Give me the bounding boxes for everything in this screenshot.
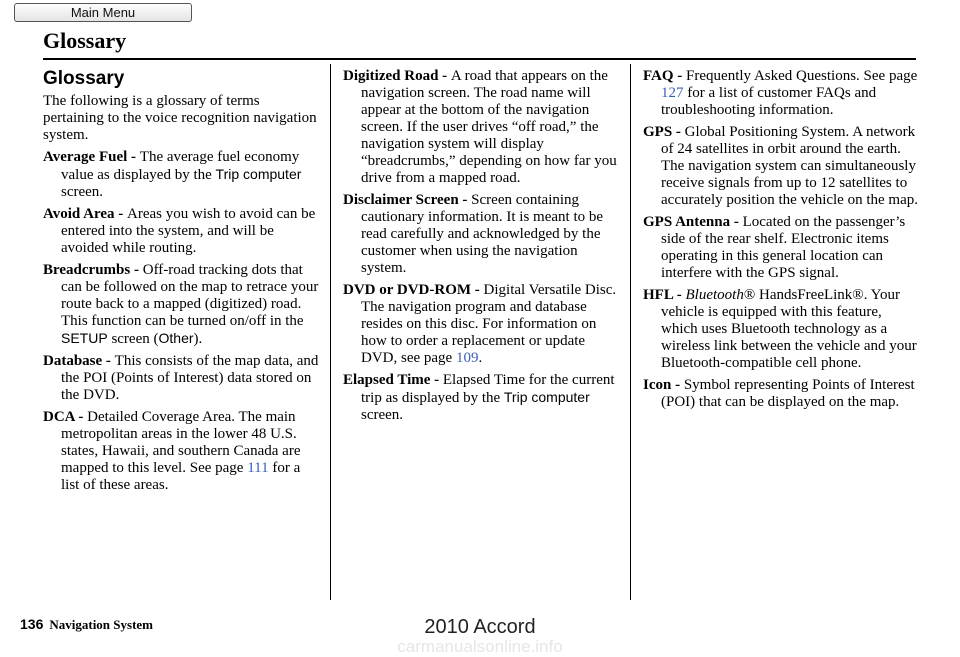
column-3 — [643, 68, 918, 416]
term-label: Breadcrumbs - — [43, 262, 143, 278]
term-label: DCA - — [43, 409, 88, 425]
definition-text: Areas you wish to avoid can be entered into the system, and will be avoided while routing. — [61, 206, 316, 256]
definition-text: Frequently Asked Questions. See page — [686, 68, 918, 84]
definition-text: ® HandsFreeLink®. Your vehicle is equipped with this feature, which uses Bluetooth technology as a wireless link between the vehicle and your Bluetooth-compatible cell phone. — [661, 287, 917, 371]
ui-label: SETUP — [61, 330, 108, 346]
definition-text: Off-road tracking dots that can be followed on the map to retrace your route back to a mapped (digitized) road. This function can be turned on/off in the — [61, 262, 319, 329]
definition-text: The average fuel economy value as displayed by the — [61, 149, 300, 183]
entry-gps-antenna — [643, 214, 918, 282]
definition-text: screen ( — [107, 331, 159, 347]
definition-text: . — [478, 350, 483, 366]
page-title: Glossary — [43, 28, 127, 53]
term-label: Database - — [43, 353, 115, 369]
column-divider-1 — [330, 64, 331, 600]
column-divider-2 — [630, 64, 631, 600]
entry-dca — [43, 409, 321, 494]
definition-text: ). — [193, 331, 203, 347]
entry-digitized-road — [343, 68, 618, 187]
term-label: FAQ - — [643, 68, 687, 84]
entry-avoid-area — [43, 206, 321, 257]
entry-elapsed-time — [343, 372, 618, 424]
book-title: Navigation System — [49, 617, 153, 632]
entry-average-fuel — [43, 149, 321, 201]
model-watermark: 2010 Accord — [424, 616, 536, 638]
intro-text: The following is a glossary of terms pertaining to the voice recognition navigation system. — [43, 93, 317, 143]
definition-text: for a list of these areas. — [61, 460, 301, 493]
ui-label: Other — [158, 330, 194, 346]
entry-database — [43, 353, 321, 404]
entry-hfl — [643, 287, 918, 372]
site-watermark: carmanualsonline.info — [397, 637, 563, 656]
term-label: Elapsed Time - — [343, 372, 443, 388]
definition-text: for a list of customer FAQs and troubleshooting information. — [661, 85, 877, 118]
term-label: Average Fuel - — [43, 149, 140, 165]
entry-icon — [643, 377, 918, 411]
definition-text: screen. — [61, 184, 104, 200]
definition-text: This consists of the map data, and the POI (Points of Interest) data stored on the DVD. — [61, 353, 319, 403]
term-label: HFL - — [643, 287, 686, 303]
definition-text: Symbol representing Points of Interest (POI) that can be displayed on the map. — [661, 377, 915, 410]
title-divider — [43, 58, 916, 60]
definition-text: Detailed Coverage Area. The main metropolitan areas in the lower 48 U.S. states, Hawaii, and southern Canada are mapped to this level. See page — [61, 409, 301, 476]
column-2 — [343, 68, 618, 429]
entry-breadcrumbs — [43, 262, 321, 348]
entry-dvd — [343, 282, 618, 367]
term-label: GPS Antenna - — [643, 214, 743, 230]
column-1 — [43, 68, 321, 499]
page-link[interactable]: 109 — [455, 350, 479, 366]
term-label: Disclaimer Screen - — [343, 192, 472, 208]
page-link[interactable]: 111 — [247, 460, 269, 476]
section-heading: Glossary — [43, 68, 125, 89]
entry-gps — [643, 124, 918, 209]
definition-text: Screen containing cautionary information. It is meant to be read carefully and acknowledged by the customer when using the navigation system. — [361, 192, 604, 276]
term-label: Digitized Road - — [343, 68, 451, 84]
page-link[interactable]: 127 — [661, 85, 684, 101]
term-label: GPS - — [643, 124, 685, 140]
term-label: DVD or DVD-ROM - — [343, 282, 484, 298]
definition-text: Located on the passenger’s side of the rear shelf. Electronic items operating in this general location can interfere with the GPS signal. — [661, 214, 906, 281]
definition-text: Global Positioning System. A network of 24 satellites in orbit around the earth. The navigation system can simultaneously receive signals from up to 12 satellites to accurately position the vehicle on the map. — [661, 124, 918, 208]
definition-text: Elapsed Time for the current trip as displayed by the — [361, 372, 615, 406]
entry-disclaimer-screen — [343, 192, 618, 277]
definition-italic-text: Bluetooth — [685, 287, 744, 303]
ui-label: Trip computer — [215, 166, 302, 182]
entry-faq — [643, 68, 918, 119]
definition-text: screen. — [361, 407, 404, 423]
page-number: 136 — [20, 616, 44, 632]
term-label: Avoid Area - — [43, 206, 128, 222]
definition-text: Digital Versatile Disc. The navigation program and database resides on this disc. For information on how to order a replacement or update DVD, see page — [361, 282, 617, 366]
ui-label: Trip computer — [503, 389, 590, 405]
definition-text: A road that appears on the navigation screen. The road name will appear at the bottom of the navigation screen. If the user drives “off road,” the navigation system will display “breadcrumbs,” depending on how far you drive from a mapped road. — [361, 68, 617, 186]
main-menu-button[interactable]: Main Menu — [14, 3, 192, 22]
term-label: Icon - — [643, 377, 684, 393]
